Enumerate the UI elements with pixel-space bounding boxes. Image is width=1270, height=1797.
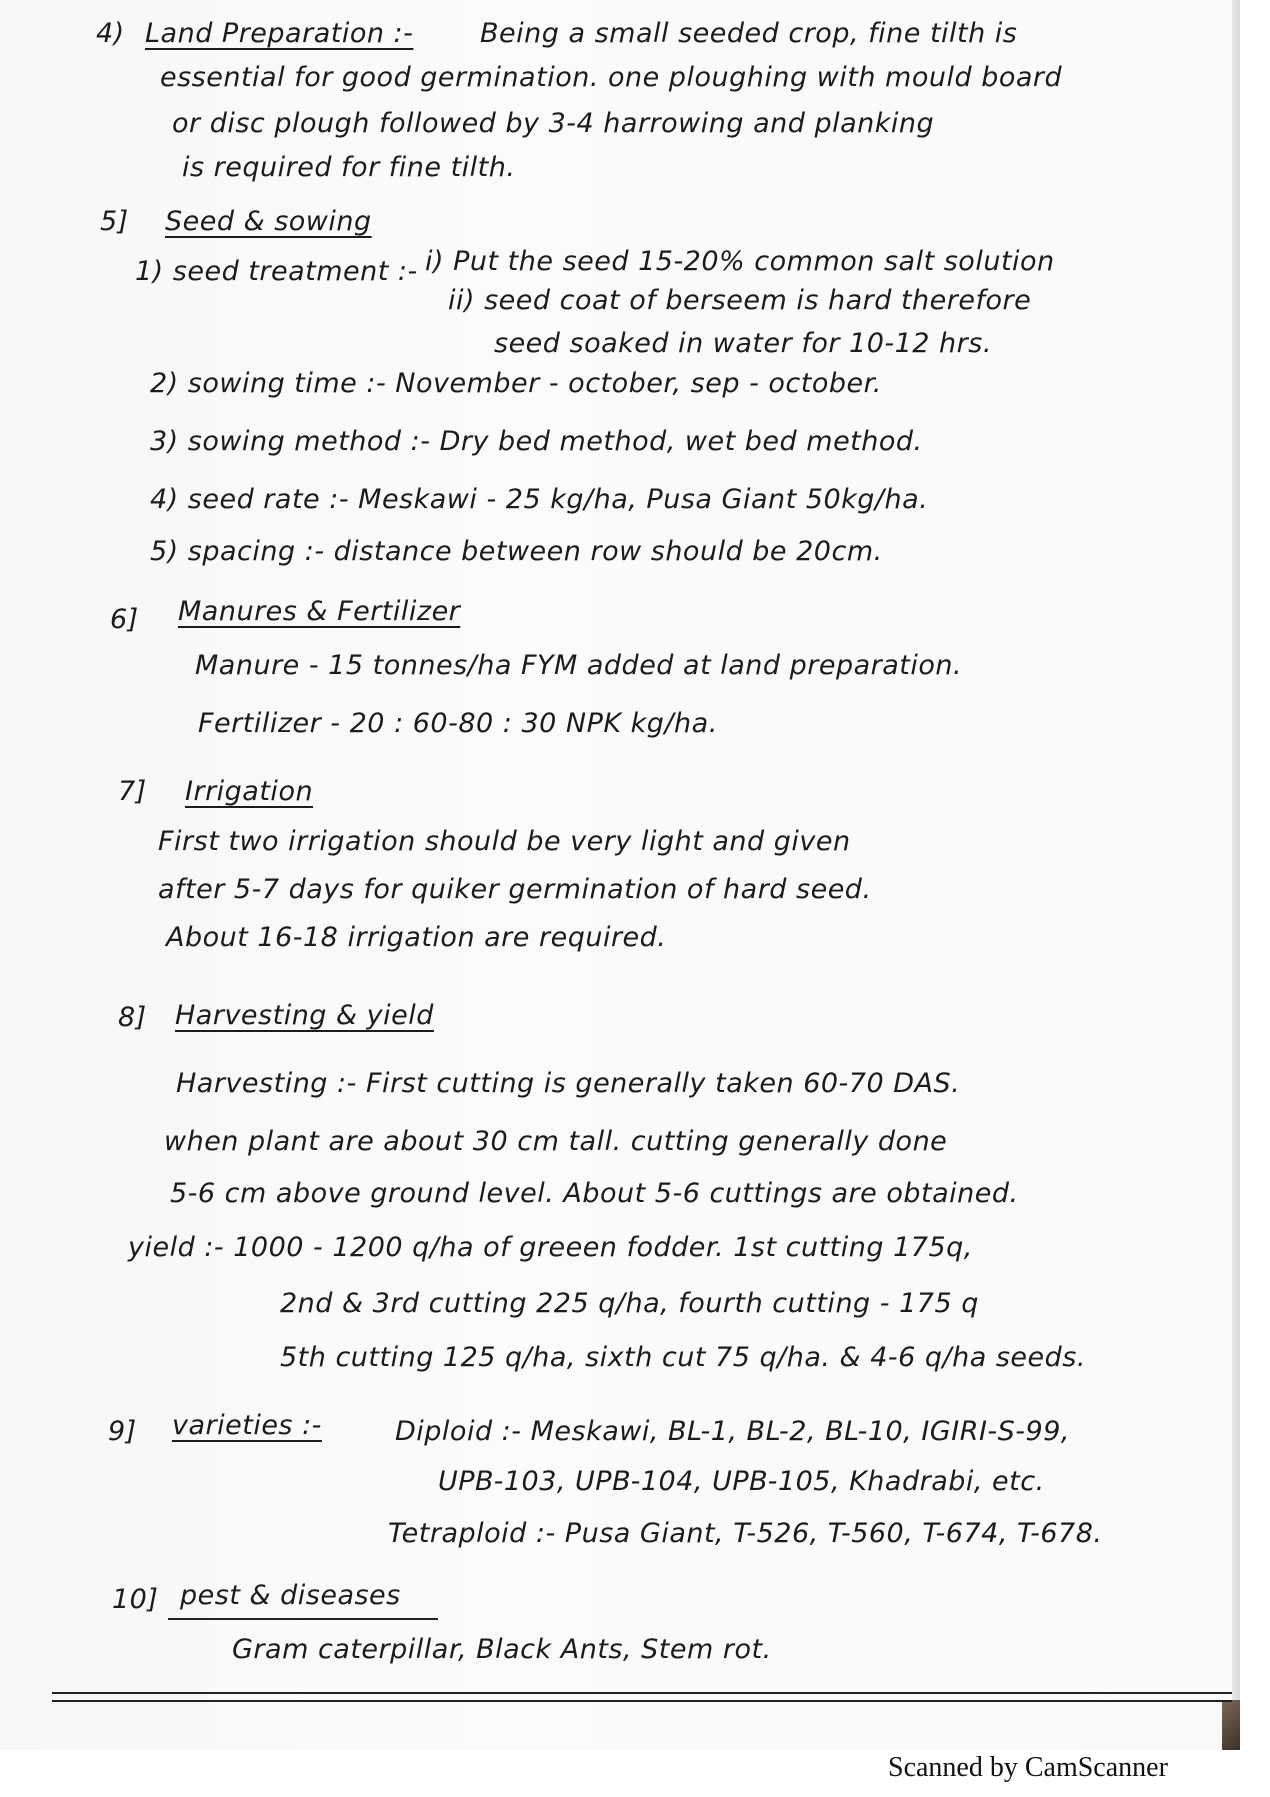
text-line: essential for good germination. one ploughing with mould board bbox=[160, 62, 1063, 93]
text-line: 2nd & 3rd cutting 225 q/ha, fourth cutting - 175 q bbox=[280, 1288, 979, 1319]
section-heading-varieties: varieties :- bbox=[172, 1410, 322, 1441]
text-line: Harvesting :- First cutting is generally taken 60-70 DAS. bbox=[176, 1068, 961, 1099]
text-line: Gram caterpillar, Black Ants, Stem rot. bbox=[232, 1634, 772, 1665]
section-number: 8] bbox=[118, 1002, 147, 1033]
text-line: or disc plough followed by 3-4 harrowing and planking bbox=[172, 108, 935, 139]
section-heading-land-preparation: Land Preparation :- bbox=[145, 18, 414, 49]
bottom-rule bbox=[52, 1700, 1232, 1702]
seed-treatment-label: 1) seed treatment :- bbox=[135, 256, 418, 287]
text-line: ii) seed coat of berseem is hard therefore bbox=[448, 285, 1032, 316]
text-line: Diploid :- Meskawi, BL-1, BL-2, BL-10, IGIRI-S-99, bbox=[395, 1416, 1070, 1447]
scanner-watermark: Scanned by CamScanner bbox=[888, 1752, 1168, 1783]
text-line: yield :- 1000 - 1200 q/ha of greeen fodder. 1st cutting 175q, bbox=[128, 1232, 973, 1263]
text-line: 5) spacing :- distance between row should be 20cm. bbox=[150, 536, 883, 567]
section-heading-harvesting-yield: Harvesting & yield bbox=[175, 1000, 434, 1031]
text-line: 3) sowing method :- Dry bed method, wet bed method. bbox=[150, 426, 923, 457]
text-line: i) Put the seed 15-20% common salt solution bbox=[425, 246, 1055, 277]
heading-underline bbox=[168, 1618, 438, 1620]
text-line: Manure - 15 tonnes/ha FYM added at land preparation. bbox=[195, 650, 963, 681]
text-line: About 16-18 irrigation are required. bbox=[166, 922, 667, 953]
section-number: 4) bbox=[96, 18, 125, 49]
section-number: 6] bbox=[110, 604, 139, 635]
text-line: First two irrigation should be very light and given bbox=[158, 826, 851, 857]
text-line: UPB-103, UPB-104, UPB-105, Khadrabi, etc. bbox=[438, 1466, 1045, 1497]
text-line: 2) sowing time :- November - october, sep - october. bbox=[150, 368, 882, 399]
text-line: after 5-7 days for quiker germination of hard seed. bbox=[158, 874, 872, 905]
text-line: seed soaked in water for 10-12 hrs. bbox=[494, 328, 992, 359]
section-heading-seed-sowing: Seed & sowing bbox=[165, 206, 372, 237]
text-line: Being a small seeded crop, fine tilth is bbox=[480, 18, 1018, 49]
text-line: 4) seed rate :- Meskawi - 25 kg/ha, Pusa Giant 50kg/ha. bbox=[150, 484, 929, 515]
text-line: Tetraploid :- Pusa Giant, T-526, T-560, T-674, T-678. bbox=[388, 1518, 1103, 1549]
text-line: 5th cutting 125 q/ha, sixth cut 75 q/ha. & 4-6 q/ha seeds. bbox=[280, 1342, 1086, 1373]
section-heading-irrigation: Irrigation bbox=[185, 776, 314, 807]
section-heading-pest-diseases: pest & diseases bbox=[180, 1580, 401, 1611]
text-line: when plant are about 30 cm tall. cutting generally done bbox=[164, 1126, 948, 1157]
text-line: 5-6 cm above ground level. About 5-6 cuttings are obtained. bbox=[170, 1178, 1019, 1209]
section-number: 5] bbox=[100, 206, 129, 237]
page-corner-shadow bbox=[1222, 1700, 1240, 1750]
page-edge bbox=[1232, 0, 1240, 1750]
text-line: Fertilizer - 20 : 60-80 : 30 NPK kg/ha. bbox=[198, 708, 718, 739]
section-heading-manures-fertilizer: Manures & Fertilizer bbox=[178, 596, 461, 627]
bottom-rule bbox=[52, 1692, 1232, 1694]
section-number: 10] bbox=[112, 1584, 159, 1615]
section-number: 7] bbox=[118, 776, 147, 807]
section-number: 9] bbox=[108, 1416, 137, 1447]
text-line: is required for fine tilth. bbox=[182, 152, 516, 183]
